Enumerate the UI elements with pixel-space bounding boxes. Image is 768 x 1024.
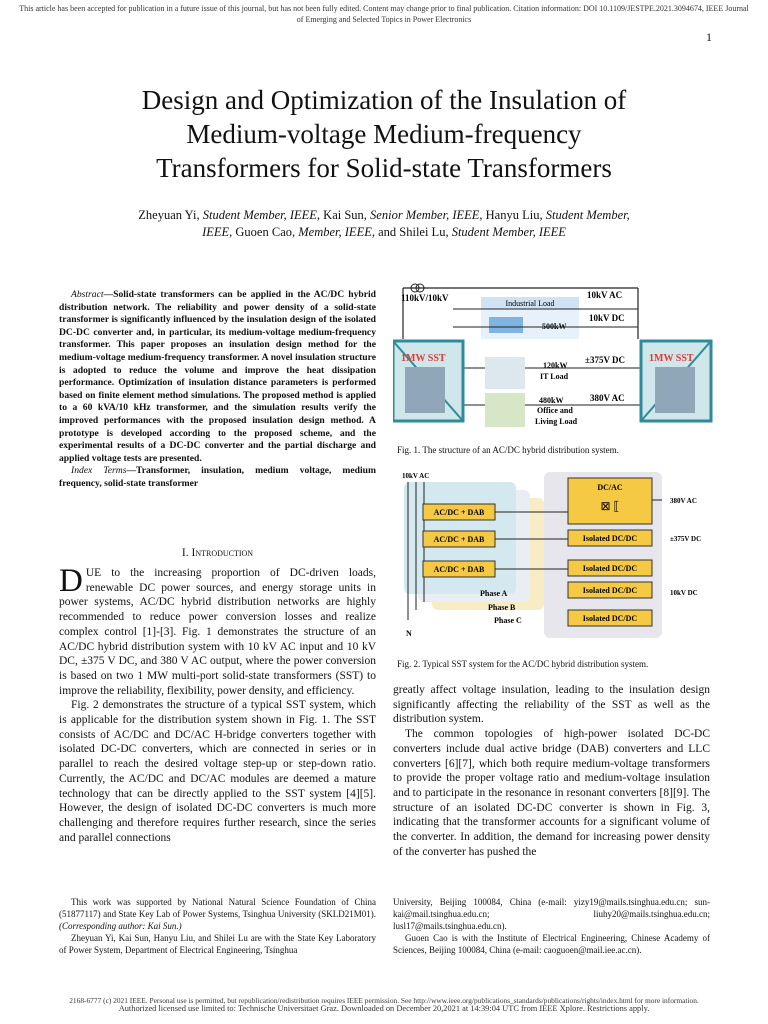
license-line: Authorized licensed use limited to: Technische Universitaet Graz. Downloaded on December 20,2021 at 14:39:04 UTC from IEEE Xplore. Restrictions apply. [118, 1004, 650, 1013]
isolated-dcdc-label: Isolated DC/DC [582, 614, 638, 623]
sst-cabinet-icon [405, 367, 445, 413]
copyright-line: 2168-6777 (c) 2021 IEEE. Personal use is permitted, but republication/redistribution requires IEEE permission. See http://www.ieee.org/publications_standards/publications/rights/index.html for more information. [69, 996, 699, 1005]
author-name: Guoen Cao, [235, 225, 296, 239]
fig2-label-v380: 380V AC [670, 497, 697, 505]
fig2-label-v375: ±375V DC [670, 535, 702, 543]
right-paragraph-1: greatly affect voltage insulation, leading to the insulation design significantly affecting the reliability of the SST as well as the distribution system. [393, 684, 710, 726]
fig1-label-industrial: Industrial Load [505, 299, 555, 308]
figure-1-diagram [393, 279, 713, 431]
fig2-label-ac-in: 10kV AC [402, 472, 430, 480]
affiliation-note: Zheyuan Yi, Kai Sun, Hanyu Liu, and Shilei Lu are with the State Key Laboratory of Power System, Department of Electrical Engineering, Tsinghua [59, 933, 376, 955]
intro-text [59, 563, 376, 845]
figure-2-diagram [398, 470, 710, 642]
author-role: Student Member, IEEE, [202, 208, 321, 222]
fig1-label-o1: 480kW [539, 396, 564, 405]
funding-note: This work was supported by National Natural Science Foundation of China (51877117) and State Key Lab of Power Systems, Tsinghua University (SKLD21M01). [59, 897, 376, 919]
intro-paragraph-2: Fig. 2 demonstrates the structure of a typical SST system, which is applicable for the distribution system shown in Fig. 1. The SST consists of AC/DC and DC/AC H-bridge converters together with isolated DC-DC converters, which are connected in series or in parallel to reach the desired voltage step-up or step-down ratio. Currently, the AC/DC and DC/AC modules are deemed a mature technology that can be directly applied to the SST system [4][5]. However, the design of isolated DC-DC converters is much more challenging and therefore requires further research, since the series and parallel connections [59, 699, 376, 844]
section-number: I. [181, 547, 189, 559]
industrial-load-icon [489, 317, 523, 333]
isolated-dcdc-label: Isolated DC/DC [582, 586, 638, 595]
footnote-right [393, 896, 710, 956]
fig1-label-sst-right: 1MW SST [649, 353, 694, 364]
fig1-label-it1: 120kW [543, 361, 568, 370]
sst-cabinet-icon [655, 367, 695, 413]
index-terms-text: —Transformer, insulation, medium voltage, medium frequency, solid-state transformer [59, 465, 376, 489]
page-number: 1 [706, 30, 712, 44]
fig1-label-kv-in: 110kV/10kV [401, 293, 449, 303]
title-line-3: Transformers for Solid-state Transformers [156, 153, 612, 183]
fig2-label-v10: 10kV DC [670, 589, 698, 597]
footnote-left [59, 896, 376, 956]
author-role: Student Member, IEEE [451, 225, 566, 239]
acdc-dab-label: AC/DC + DAB [433, 535, 485, 544]
fig1-label-ac380: 380V AC [590, 393, 625, 403]
right-column-text [393, 683, 710, 859]
abstract-label: Abstract [71, 289, 104, 300]
email-note: University, Beijing 100084, China (e-mail: yizy19@mails.tsinghua.edu.cn; sun-kai@mail.tsinghua.edu.cn; liuhy20@mails.tsinghua.edu.cn; lusl17@mails.tsinghua.edu.cn). [393, 897, 710, 931]
office-load-icon [485, 393, 525, 427]
isolated-dcdc-label: Isolated DC/DC [582, 534, 638, 543]
fig1-label-ac10: 10kV AC [587, 290, 623, 300]
switch-symbol-icon: ⊠ ⟦ [600, 499, 620, 513]
paper-title [60, 83, 708, 185]
author-role: IEEE, [202, 225, 233, 239]
fig1-label-it2: IT Load [540, 372, 569, 381]
fig1-label-sst-left: 1MW SST [401, 353, 446, 364]
acdc-dab-label: AC/DC + DAB [433, 508, 485, 517]
author-name: Kai Sun, [323, 208, 367, 222]
neutral-label: N [406, 629, 412, 638]
acdc-dab-label: AC/DC + DAB [433, 565, 485, 574]
corresponding-author-note: (Corresponding author: Kai Sun.) [59, 921, 182, 931]
abstract [59, 289, 376, 491]
author-name: Zheyuan Yi, [138, 208, 200, 222]
phase-c-label: Phase C [494, 616, 522, 625]
journal-header [0, 3, 768, 25]
affiliation-note-2: Guoen Cao is with the Institute of Electrical Engineering, Chinese Academy of Sciences, Beijing 100084, China (e-mail: caoguoen@mail.iee.ac.cn). [393, 933, 710, 955]
phase-b-label: Phase B [488, 603, 516, 612]
section-heading [59, 547, 376, 559]
author-role: Student Member, [545, 208, 630, 222]
author-role: Member, IEEE, [298, 225, 375, 239]
isolated-dcdc-label: Isolated DC/DC [582, 564, 638, 573]
fig1-label-p500: 500kW [542, 322, 567, 331]
fig1-label-dc375: ±375V DC [585, 355, 626, 365]
figure-1-caption: Fig. 1. The structure of an AC/DC hybrid distribution system. [397, 445, 619, 455]
index-terms-label: Index Terms [71, 465, 127, 477]
drop-cap: D [59, 563, 83, 599]
figure-2-caption: Fig. 2. Typical SST system for the AC/DC hybrid distribution system. [397, 659, 649, 669]
abstract-text: —Solid-state transformers can be applied in the AC/DC hybrid distribution network. The reliability and power density of a solid-state transformer is significantly influenced by the insulation design of the isolated DC-DC converter and, in particular, its medium-voltage medium-frequency transformer. This paper proposes an insulation design method for the medium-voltage medium-frequency transformer. A novel insulation structure is adopted to reduce the volume and improve the heat dissipation performance. Optimization of insulation distance parameters is performed based on finite element method simulations. The proposed method is applied to a 60 kVA/10 kHz transformer, and the simulation results verify the improved performances with the proposed insulation design method. A prototype is developed according to the proposed scheme, and the experimental results of a DC-DC converter and the partial discharge and applied voltage tests are presented. [59, 289, 376, 464]
it-load-icon [485, 357, 525, 389]
fig1-label-dc10: 10kV DC [589, 313, 625, 323]
dcac-label: DC/AC [597, 483, 623, 492]
author-name: Hanyu Liu, [485, 208, 543, 222]
header-line-1: This article has been accepted for publication in a future issue of this journal, but has not been fully edited. Content may change prior to final publication. Citation information: DOI 10.1109/JESTPE.2021.3094674, IEEE Journal [19, 4, 749, 13]
author-list [100, 207, 668, 241]
title-line-1: Design and Optimization of the Insulation of [141, 85, 627, 115]
author-role: Senior Member, IEEE, [370, 208, 483, 222]
header-line-2: of Emerging and Selected Topics in Power Electronics [296, 15, 472, 24]
fig1-label-o2: Office and [537, 406, 573, 415]
intro-paragraph-1: UE to the increasing proportion of DC-driven loads, renewable DC power sources, and energy storage units in power systems, AC/DC hybrid distribution networks are highly recommended to reduce power conversion losses and realize complex control [1]-[3]. Fig. 1 demonstrates the structure of an AC/DC hybrid distribution system with 10 kV AC input and 10 kV DC, ±375 V DC, and 380 V AC output, where the power conversion is based on two 1 MW multi-port solid-state transformers (SST) to improve the reliability, flexibility, power density, and efficiency. [59, 567, 376, 697]
author-name: and Shilei Lu, [378, 225, 449, 239]
fig1-label-o3: Living Load [535, 417, 578, 426]
section-title: Introduction [191, 547, 254, 559]
title-line-2: Medium-voltage Medium-frequency [186, 119, 582, 149]
phase-a-label: Phase A [480, 589, 508, 598]
right-paragraph-2: The common topologies of high-power isolated DC-DC converters include dual active bridge (DAB) converters and LLC converters [6][7], which both require medium-voltage transformers to provide the proper voltage ratio and medium-voltage insulation and to participate in the resonance in resonant converters [8][9]. The structure of an isolated DC-DC converter is shown in Fig. 3, indicating that the transformer accounts for a significant volume of the converter. In addition, the demand for increasing power density of the converter has pushed the [393, 728, 710, 858]
